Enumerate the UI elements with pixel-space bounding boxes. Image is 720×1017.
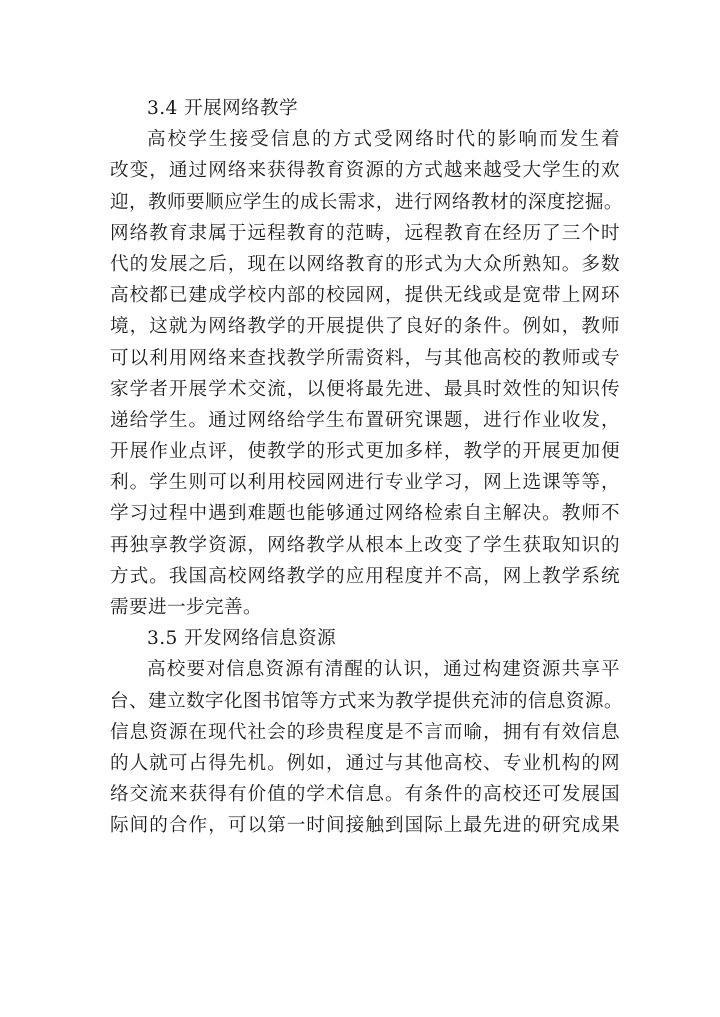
section-heading: 3.5 开发网络信息资源: [147, 628, 337, 650]
section-heading: 3.4 开展网络教学: [147, 98, 299, 119]
paragraph-line: 需要进一步完善。: [110, 597, 262, 618]
paragraph-line: 高校要对信息资源有清醒的认识，通过构建资源共享平: [147, 659, 620, 681]
paragraph-line: 方式。我国高校网络教学的应用程度并不高，网上教学系统: [110, 565, 620, 587]
document-page: [110, 93, 623, 842]
paragraph-line: 迎，教师要顺应学生的成长需求，进行网络教材的深度挖掘。: [110, 191, 623, 213]
paragraph-line: 高校学生接受信息的方式受网络时代的影响而发生着: [147, 129, 620, 151]
paragraph-line: 学习过程中遇到难题也能够通过网络检索自主解决。教师不: [110, 503, 620, 525]
paragraph-line: 递给学生。通过网络给学生布置研究课题，进行作业收发，: [110, 409, 620, 431]
paragraph-line: 的人就可占得先机。例如，通过与其他高校、专业机构的网: [110, 752, 620, 774]
paragraph-line: 信息资源在现代社会的珍贵程度是不言而喻，拥有有效信息: [110, 721, 620, 743]
paragraph-line: 利。学生则可以利用校园网进行专业学习，网上选课等等，: [110, 472, 620, 494]
paragraph-line: 络交流来获得有价值的学术信息。有条件的高校还可发展国: [110, 784, 620, 806]
paragraph-line: 再独享教学资源，网络教学从根本上改变了学生获取知识的: [110, 534, 620, 556]
paragraph-line: 高校都已建成学校内部的校园网，提供无线或是宽带上网环: [110, 285, 620, 307]
paragraph-line: 改变，通过网络来获得教育资源的方式越来越受大学生的欢: [110, 160, 620, 182]
paragraph-line: 台、建立数字化图书馆等方式来为教学提供充沛的信息资源。: [110, 690, 623, 712]
paragraph-line: 可以利用网络来查找教学所需资料，与其他高校的教师或专: [110, 347, 620, 369]
paragraph-line: 际间的合作，可以第一时间接触到国际上最先进的研究成果: [110, 815, 620, 837]
paragraph-line: 代的发展之后，现在以网络教育的形式为大众所熟知。多数: [110, 253, 620, 275]
paragraph-line: 网络教育隶属于远程教育的范畴，远程教育在经历了三个时: [110, 222, 620, 244]
paragraph-line: 家学者开展学术交流，以便将最先进、最具时效性的知识传: [110, 378, 620, 400]
paragraph-line: 境，这就为网络教学的开展提供了良好的条件。例如，教师: [110, 316, 620, 338]
paragraph-line: 开展作业点评，使教学的形式更加多样，教学的开展更加便: [110, 441, 620, 463]
